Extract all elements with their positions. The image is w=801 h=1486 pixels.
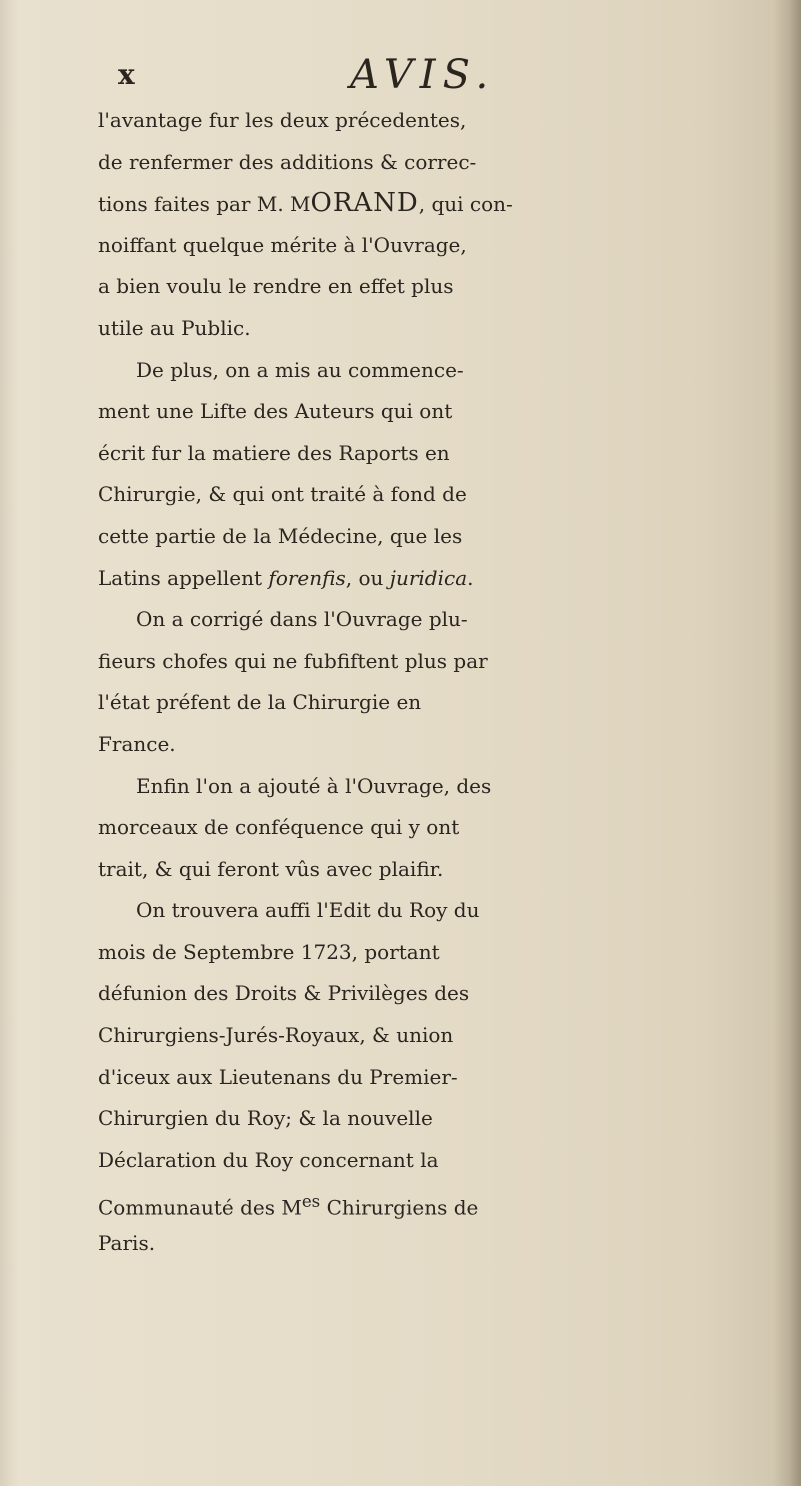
text-line: écrit fur la matiere des Raports en	[98, 440, 450, 465]
text-body	[98, 100, 758, 1265]
superscript-abbrev: es	[301, 1192, 321, 1212]
text-segment: , qui con-	[418, 192, 513, 217]
text-line: On trouvera auffi l'Edit du Roy du	[136, 898, 480, 923]
text-line: cette partie de la Médecine, que les	[98, 523, 463, 548]
text-line: Chirurgiens-Jurés-Royaux, & union	[98, 1023, 454, 1048]
page-edge	[773, 0, 801, 1486]
text-segment: Chirurgiens de	[320, 1196, 479, 1221]
italic-term: forenfis	[268, 565, 346, 590]
text-line: Chirurgie, & qui ont traité à fond de	[98, 482, 467, 507]
text-line	[98, 1181, 758, 1223]
page-title: AVIS.	[350, 52, 496, 98]
text-line: utile au Public.	[98, 315, 251, 340]
text-line: l'avantage fur les deux précedentes,	[98, 108, 467, 132]
italic-term: juridica	[389, 565, 468, 590]
text-line: mois de Septembre 1723, portant	[98, 939, 440, 964]
text-line: France.	[98, 731, 176, 756]
text-line: De plus, on a mis au commence-	[136, 357, 464, 382]
gutter-shadow	[0, 0, 18, 1486]
page-header	[96, 52, 716, 98]
text-line: Déclaration du Roy concernant la	[98, 1147, 439, 1172]
text-segment: Communauté des M	[98, 1196, 302, 1221]
text-line: ment une Lifte des Auteurs qui ont	[98, 399, 453, 424]
text-line: d'iceux aux Lieutenans du Premier-	[98, 1064, 458, 1089]
text-line: de renfermer des additions & correc-	[98, 149, 477, 174]
header-marker: x	[118, 58, 135, 91]
text-line: trait, & qui feront vûs avec plaifir.	[98, 856, 444, 881]
text-line: Chirurgien du Roy; & la nouvelle	[98, 1106, 433, 1131]
text-line: a bien voulu le rendre en effet plus	[98, 274, 454, 299]
text-line: l'état préfent de la Chirurgie en	[98, 690, 422, 715]
text-line: Enfin l'on a ajouté à l'Ouvrage, des	[136, 773, 492, 798]
text-line: noiffant quelque mérite à l'Ouvrage,	[98, 232, 467, 257]
text-segment: , ou	[345, 565, 390, 590]
small-caps-name: ORAND	[310, 188, 419, 219]
text-line: fieurs chofes qui ne fubfiftent plus par	[98, 648, 488, 673]
text-line: défunion des Droits & Privilèges des	[98, 981, 470, 1006]
text-segment: tions faites par M. M	[98, 192, 311, 217]
text-line: Paris.	[98, 1231, 156, 1256]
text-segment: Latins appellent	[98, 565, 269, 590]
text-segment: .	[467, 565, 474, 590]
text-line: On a corrigé dans l'Ouvrage plu-	[136, 607, 468, 632]
text-line	[98, 183, 758, 225]
text-line: morceaux de conféquence qui y ont	[98, 815, 460, 840]
text-line	[98, 558, 758, 600]
